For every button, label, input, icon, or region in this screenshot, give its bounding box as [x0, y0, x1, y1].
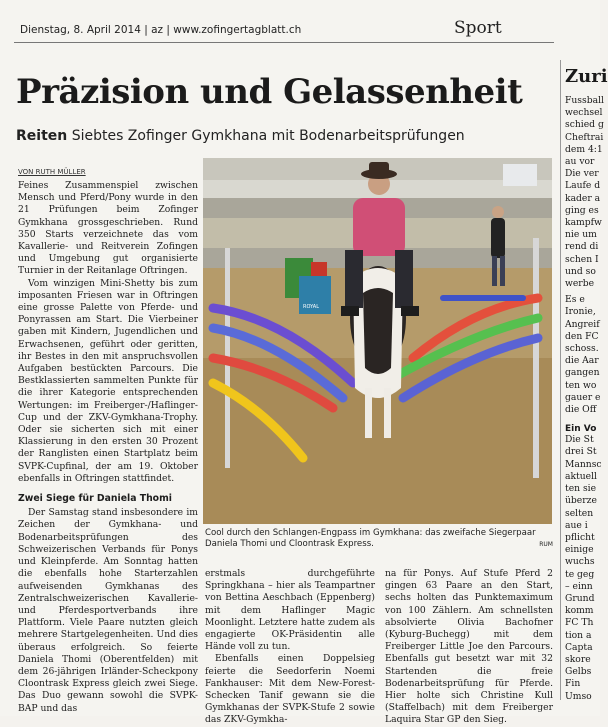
adjacent-text-line: wuchs: [565, 556, 595, 568]
adjacent-text-line: te geg: [565, 568, 595, 580]
adjacent-text-line: den FC: [565, 330, 599, 342]
adjacent-text-line: ten sie: [565, 483, 597, 495]
adjacent-text-line: aktuell: [565, 470, 597, 482]
adjacent-text-line: Grund: [565, 592, 595, 604]
byline: VON RUTH MÜLLER: [18, 168, 86, 176]
paragraph: erstmals durchgeführte Springkhana – hier als Teampartner von Bettina Aeschbach (Eppenberg) mit dem Haflinger Magic Moonlight. Letztere hatte zudem als engagierte OK-Präsidentin alle Hände voll zu tun.: [205, 568, 375, 653]
article-photo: [203, 158, 552, 524]
adjacent-text-line: Gelbs: [565, 666, 592, 678]
adjacent-text-line: schoss.: [565, 343, 599, 355]
adjacent-subheading: Ein Vo: [565, 424, 597, 435]
adjacent-text-line: drei St: [565, 446, 597, 458]
adjacent-text-line: überze: [565, 495, 597, 507]
adjacent-text-line: kampfw: [565, 217, 602, 229]
adjacent-text-line: – einn: [565, 580, 593, 592]
adjacent-text-line: ten wo: [565, 379, 597, 391]
adjacent-article-column: [560, 60, 608, 702]
adjacent-text-line: pflicht: [565, 531, 595, 543]
article-kicker: [16, 128, 465, 144]
dateline: Dienstag, 8. April 2014 | az | www.zofingertagblatt.ch: [20, 24, 302, 36]
paragraph: na für Ponys. Auf Stufe Pferd 2 gingen 63 Paare an den Start, sechs holten das Punktemaximum von 100 Zählern. Am schnellsten absolvierte Olivia Bachofner (Kyburg-Buchegg) mit dem Freiberger Little Joe den Parcours. Ebenfalls gut besetzt war mit 32 Startenden die freie Bodenarbeitsprüfung für Pferde. Hier holte sich Christine Kull (Staffelbach) mit dem Freiberger Laquira Star GP den Sieg.: [385, 568, 553, 726]
adjacent-text-line: au vor: [565, 156, 595, 168]
adjacent-text-line: Laufe d: [565, 180, 601, 192]
adjacent-text-line: nie um: [565, 229, 597, 241]
paragraph: Vom winzigen Mini-Shetty bis zum imposanten Friesen war in Oftringen eine grosse Palette von Pferde- und Ponyrassen am Start. Die Vierbeiner gaben mit Kindern, Jugendlichen und Erwachsenen, geführt oder geritten, ihr Bestes in den mit anspruchsvollen Aufgaben bestückten Parcours. Die Bestklassierten sammelten Punkte für die ihrer Kategorie entsprechenden Wertungen: im Freiberger-/Haflinger-Cup und der ZKV-Gymkhana-Trophy. Oder sie sicherten sich mit einer Klassierung in den ersten 30 Prozent der Ranglisten einen Startplatz beim SVPK-Cupfinal, der am 19. Oktober ebenfalls in Oftringen stattfindet.: [18, 277, 198, 484]
photo-credit: RUM: [539, 541, 553, 548]
photo-sign-text: ROYAL: [303, 304, 320, 310]
adjacent-text-line: wechsel: [565, 107, 603, 119]
adjacent-text-line: Angreif: [565, 318, 600, 330]
adjacent-text-line: die Off: [565, 404, 597, 416]
article-column-1: [18, 180, 198, 715]
article-column-2: [205, 568, 375, 727]
adjacent-text-line: Umso: [565, 690, 592, 702]
adjacent-article-title: Zuri: [565, 66, 608, 87]
paragraph: Der Samstag stand insbesondere im Zeichen der Gymkhana- und Bodenarbeitsprüfungen des Schweizerischen Verbands für Ponys und Kleinpferde. Am Sonntag hatten die ebenfalls hohe Starterzahlen aufweisenden Gymkhanas des Zentralschweizerischen Kavallerie- und Pferdesportverbands ihre Plattform. Viele Paare nutzten gleich mehrere Startgelegenheiten. Und dies überaus erfolgreich. So feierte Daniela Thomi (Oberentfelden) mit dem 26-jährigen Irländer-Scheckpony Cloontrask Express gleich zwei Siege. Das Duo gewann sowohl die SVPK-BAP und das: [18, 507, 198, 714]
adjacent-text-line: Die St: [565, 434, 594, 446]
kicker-tag: Reiten: [16, 128, 68, 144]
adjacent-text-line: FC Th: [565, 617, 594, 629]
caption-text: Cool durch den Schlangen-Engpass im Gymkhana: das zweifache Siegerpaar Daniela Thomi und Cloontrask Express.: [205, 528, 536, 549]
adjacent-text-line: kader a: [565, 192, 601, 204]
adjacent-text-line: dem 4:1: [565, 143, 603, 155]
adjacent-text-line: Die ver: [565, 168, 599, 180]
adjacent-text-line: die Aar: [565, 355, 599, 367]
adjacent-text-line: gauer e: [565, 391, 601, 403]
adjacent-text-line: einige: [565, 544, 594, 556]
adjacent-text-line: Ironie,: [565, 306, 596, 318]
rider-on-pony-illustration: [203, 158, 552, 524]
adjacent-text-line: skore: [565, 653, 591, 665]
adjacent-text-line: Cheftrai: [565, 131, 604, 143]
page-header: [14, 6, 554, 43]
adjacent-text-line: Mannsc: [565, 458, 602, 470]
adjacent-text-line: und so: [565, 265, 596, 277]
adjacent-text-line: schied g: [565, 119, 604, 131]
adjacent-text-line: schen I: [565, 253, 599, 265]
article-headline: Präzision und Gelassenheit: [16, 72, 523, 112]
adjacent-text-line: ging es: [565, 204, 599, 216]
adjacent-text-line: rend di: [565, 241, 599, 253]
adjacent-text-line: werbe: [565, 278, 595, 290]
adjacent-text-line: selten: [565, 507, 594, 519]
kicker-text: Siebtes Zofinger Gymkhana mit Bodenarbeitsprüfungen: [71, 128, 465, 144]
adjacent-text-line: Fussball: [565, 95, 604, 106]
paragraph: Feines Zusammenspiel zwischen Mensch und Pferd/Pony wurde in den 21 Prüfungen beim Zofinger Gymkhana grossgeschrieben. Rund 350 Starts verzeichnete das vom Kavallerie- und Reitverein Zofingen und Umgebung gut organisierte Turnier in der Reitanlage Oftringen.: [18, 180, 198, 277]
adjacent-text-line: komm: [565, 605, 594, 617]
paragraph: Ebenfalls einen Doppelsieg feierte die Seedorferin Noemi Fankhauser: Mit dem New-Forest-Schecken Tanif gewann sie die Gymkhanas der SVPK-Stufe 2 sowie das ZKV-Gymkha-: [205, 653, 375, 726]
photo-caption: [205, 528, 553, 550]
adjacent-text-line: gangen: [565, 367, 600, 379]
adjacent-text-line: aue i: [565, 519, 588, 531]
subheading: Zwei Siege für Daniela Thomi: [18, 493, 172, 505]
section-rubric: Sport: [454, 18, 502, 38]
article-column-3: [385, 568, 553, 727]
adjacent-text-line: tion a: [565, 629, 592, 641]
adjacent-text-line: Fin: [565, 678, 581, 690]
adjacent-text-line: Es e: [565, 294, 585, 306]
adjacent-text-line: Capta: [565, 641, 593, 653]
